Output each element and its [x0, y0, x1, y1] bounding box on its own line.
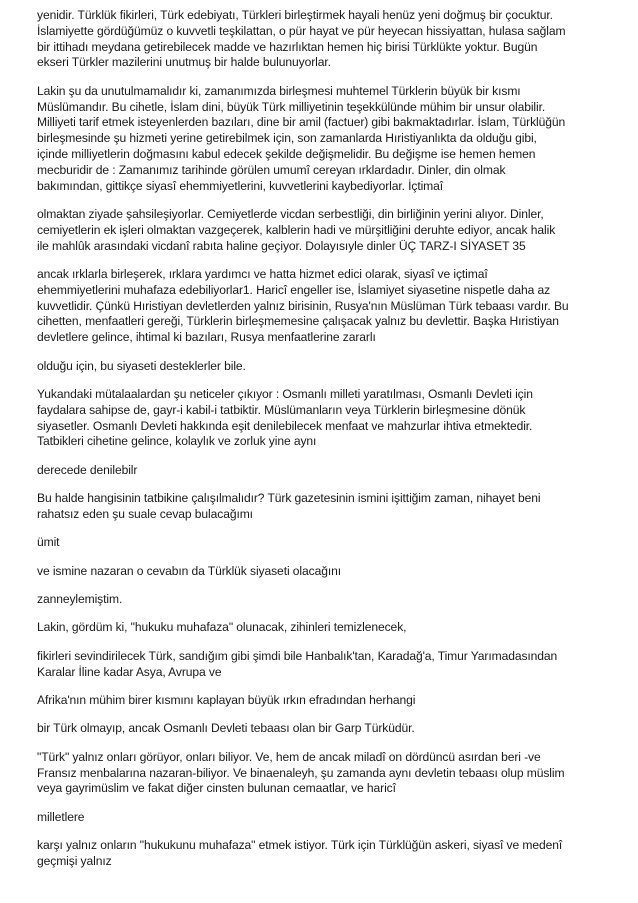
paragraph: fikirleri sevindirilecek Türk, sandığım gibi şimdi bile Hanbalık'tan, Karadağ'a, Timur Yarımadasından Karalar İline kadar Asya, Avrupa ve	[37, 648, 558, 679]
paragraph: ümit	[37, 535, 60, 550]
paragraph: derecede denilebilr	[37, 462, 138, 477]
paragraph: milletlere	[37, 809, 85, 824]
paragraph: Lakin, gördüm ki, "hukuku muhafaza" olunacak, zihinleri temizlenecek,	[37, 620, 407, 635]
paragraph: olduğu için, bu siyaseti desteklerler bile.	[37, 358, 246, 373]
paragraph: Afrika'nın mühim birer kısmını kaplayan büyük ırkın efradından herhangi	[37, 693, 416, 708]
paragraph: zanneylemiştim.	[37, 592, 123, 607]
paragraph: yenidir. Türklük fikirleri, Türk edebiyatı, Türkleri birleştirmek hayali henüz yeni doğmuş bir çocuktur. İslamiyette gördüğümüz o kuvvetli teşkilattan, o pür hayat ve pür heyecan hissiyattan, hulasa sağlam bir ittihadı meydana getirebilecek madde ve hazırlıktan hemen hiç birisi Türklükte yoktur. Bugün ekseri Türkler mazilerini unutmuş bir halde bulunuyorlar.	[37, 8, 566, 70]
paragraph: Bu halde hangisinin tatbikine çalışılmalıdır? Türk gazetesinin ismini işittiğim zaman, nihayet beni rahatsız eden şu suale cevap bulacağımı	[37, 491, 541, 521]
paragraph: "Türk" yalnız onları görüyor, onları biliyor. Ve, hem de ancak miladî on dördüncü asırdan beri -ve Fransız menbalarına nazaran-biliyor. Ve binaenaleyh, şu zamanda aynı devletin tebaası olup müslim veya gayrimüslim ve fakat diğer cinsten bulunan cemaatlar, ve haricî	[37, 749, 565, 796]
paragraph: karşı yalnız onların "hukukunu muhafaza" etmek istiyor. Türk için Türklüğün askeri, siyasî ve medenî geçmişi yalnız	[37, 838, 563, 868]
paragraph: Yukandaki mütalaalardan şu neticeler çıkıyor : Osmanlı milleti yaratılması, Osmanlı Devleti için faydalara sahipse de, gayr-i kabil-i tatbiktir. Müslümanların veya Türklerin birleşmesine dönük siyasetler. Osmanlı Devleti hakkında eşit denilebilecek menfaat ve mahzurlar ihtiva etmektedir. Tatbikleri cihetine gelince, kolaylık ve zorluk yine aynı	[37, 386, 533, 449]
paragraph: Lakin şu da unutulmamalıdır ki, zamanımızda birleşmesi muhtemel Türklerin büyük bir kısmı Müslümandır. Bu cihetle, İslam dini, büyük Türk milliyetinin teşekkülünde mühim bir unsur olabilir. Milliyeti tarif etmek isteyenlerden bazıları, dine bir amil (factuer) gibi bakmaktadırlar. İslam, Türklüğün birleşmesinde şu hizmeti yerine getirebilmek için, son zamanlarda Hıristiyanlıkta da olduğu gibi, içinde milliyetlerin doğmasını kabul edecek şekilde değişmelidir. Bu değişme ise hemen hemen mecburidir de : Zamanımız tarihinde görülen umumî cereyan ırklardadır. Dinler, din olmak bakımından, gittikçe siyasî ehemmiyetlerini, kuvvetlerini kaybediyorlar. İçtimaî	[37, 83, 566, 193]
paragraph: olmaktan ziyade şahsileşiyorlar. Cemiyetlerde vicdan serbestliği, din birliğinin yerini alıyor. Dinler, cemiyetlerin ek işleri olmaktan vazgeçerek, kalblerin hadi ve mürşitliğini deruhte ediyor, ancak halik ile mahlûk arasındaki vicdanî rabıta haline geçiyor. Dolayısıyle dinler ÜÇ TARZ-I SİYASET 35	[37, 206, 556, 253]
document-page	[37, 8, 603, 882]
paragraph: bir Türk olmayıp, ancak Osmanlı Devleti tebaası olan bir Garp Türküdür.	[37, 721, 415, 736]
paragraph: ve ismine nazaran o cevabın da Türklük siyaseti olacağını	[37, 563, 341, 578]
paragraph: ancak ırklarla birleşerek, ırklara yardımcı ve hatta hizmet edici olarak, siyasî ve içtimaî ehemmiyetlerini muhafaza edebiliyorlar1. Haricî engeller ise, İslamiyet siyasetine nispetle daha az kuvvetlidir. Çünkü Hıristiyan devletlerden yalnız birisinin, Rusya'nın Müslüman Türk tebaası vardır. Bu cihetten, menfaatleri gereği, Türklerin birleşmemesine çalışacak yalnız bu devlettir. Başka Hıristiyan devletlere gelince, ihtimal ki bazıları, Rusya menfaatlerine zararlı	[37, 266, 569, 345]
